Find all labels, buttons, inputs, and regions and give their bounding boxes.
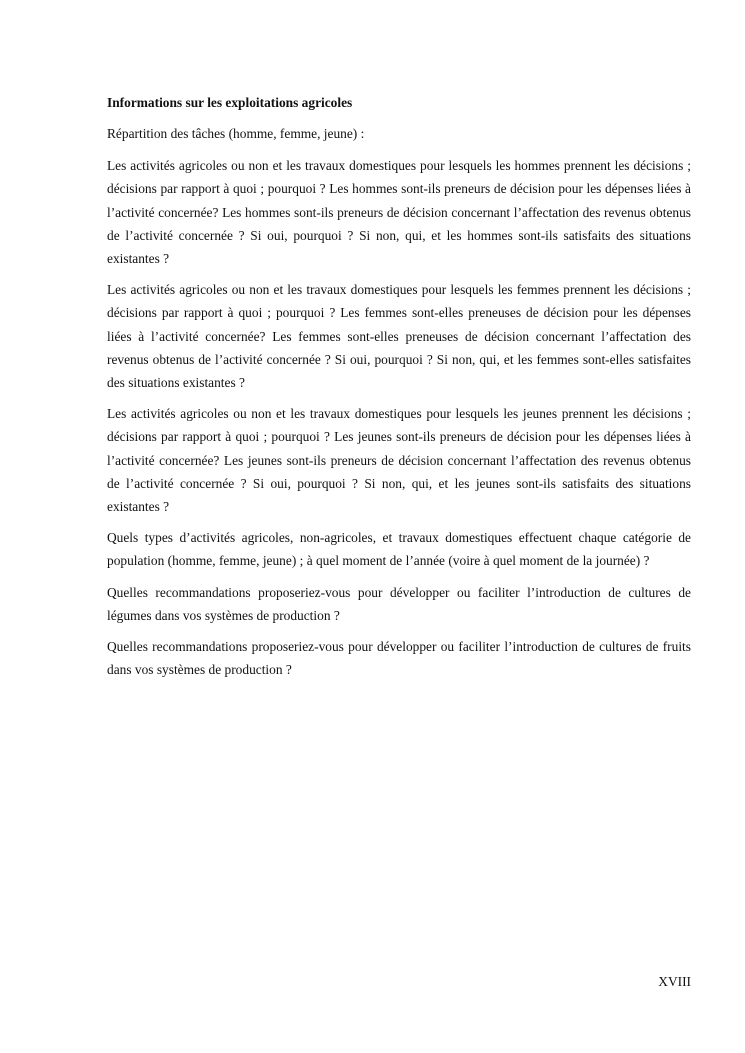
- paragraph-fruits: Quelles recommandations proposeriez-vous pour développer ou faciliter l’introduction de cultures de fruits dans vos systèmes de production ?: [107, 639, 691, 678]
- paragraph-vegetables: Quelles recommandations proposeriez-vous pour développer ou faciliter l’introduction de cultures de légumes dans vos systèmes de production ?: [107, 584, 691, 623]
- section-heading: Informations sur les exploitations agricoles: [107, 95, 353, 110]
- subheading: Répartition des tâches (homme, femme, jeune) :: [107, 126, 365, 141]
- paragraph-men: Les activités agricoles ou non et les travaux domestiques pour lesquels les hommes prennent les décisions ; décisions par rapport à quoi ; pourquoi ? Les hommes sont-ils preneurs de décision pour les dépenses liées à l’activité concernée? Les hommes sont-ils preneurs de décision concernant l’affectation des revenus obtenus de l’activité concernée ? Si oui, pourquoi ? Si non, qui, et les hommes sont-ils satisfaits des situations existantes ?: [107, 158, 691, 267]
- paragraph-activity-types: Quels types d’activités agricoles, non-agricoles, et travaux domestiques effectuent chaque catégorie de population (homme, femme, jeune) ; à quel moment de l’année (voire à quel moment de la journée) ?: [107, 530, 691, 569]
- document-body: [107, 92, 691, 689]
- paragraph-women: Les activités agricoles ou non et les travaux domestiques pour lesquels les femmes prennent les décisions ; décisions par rapport à quoi ; pourquoi ? Les femmes sont-elles preneuses de décision pour les dépenses liées à l’activité concernée? Les femmes sont-elles preneuses de décision concernant l’affectation des revenus obtenus de l’activité concernée ? Si oui, pourquoi ? Si non, qui, et les femmes sont-elles satisfaites des situations existantes ?: [107, 282, 691, 391]
- page-number: XVIII: [658, 974, 691, 989]
- paragraph-youth: Les activités agricoles ou non et les travaux domestiques pour lesquels les jeunes prennent les décisions ; décisions par rapport à quoi ; pourquoi ? Les jeunes sont-ils preneurs de décision pour les dépenses liées à l’activité concernée? Les jeunes sont-ils preneurs de décision concernant l’affectation des revenus obtenus de l’activité concernée ? Si oui, pourquoi ? Si non, qui, et les jeunes sont-ils satisfaits des situations existantes ?: [107, 406, 691, 515]
